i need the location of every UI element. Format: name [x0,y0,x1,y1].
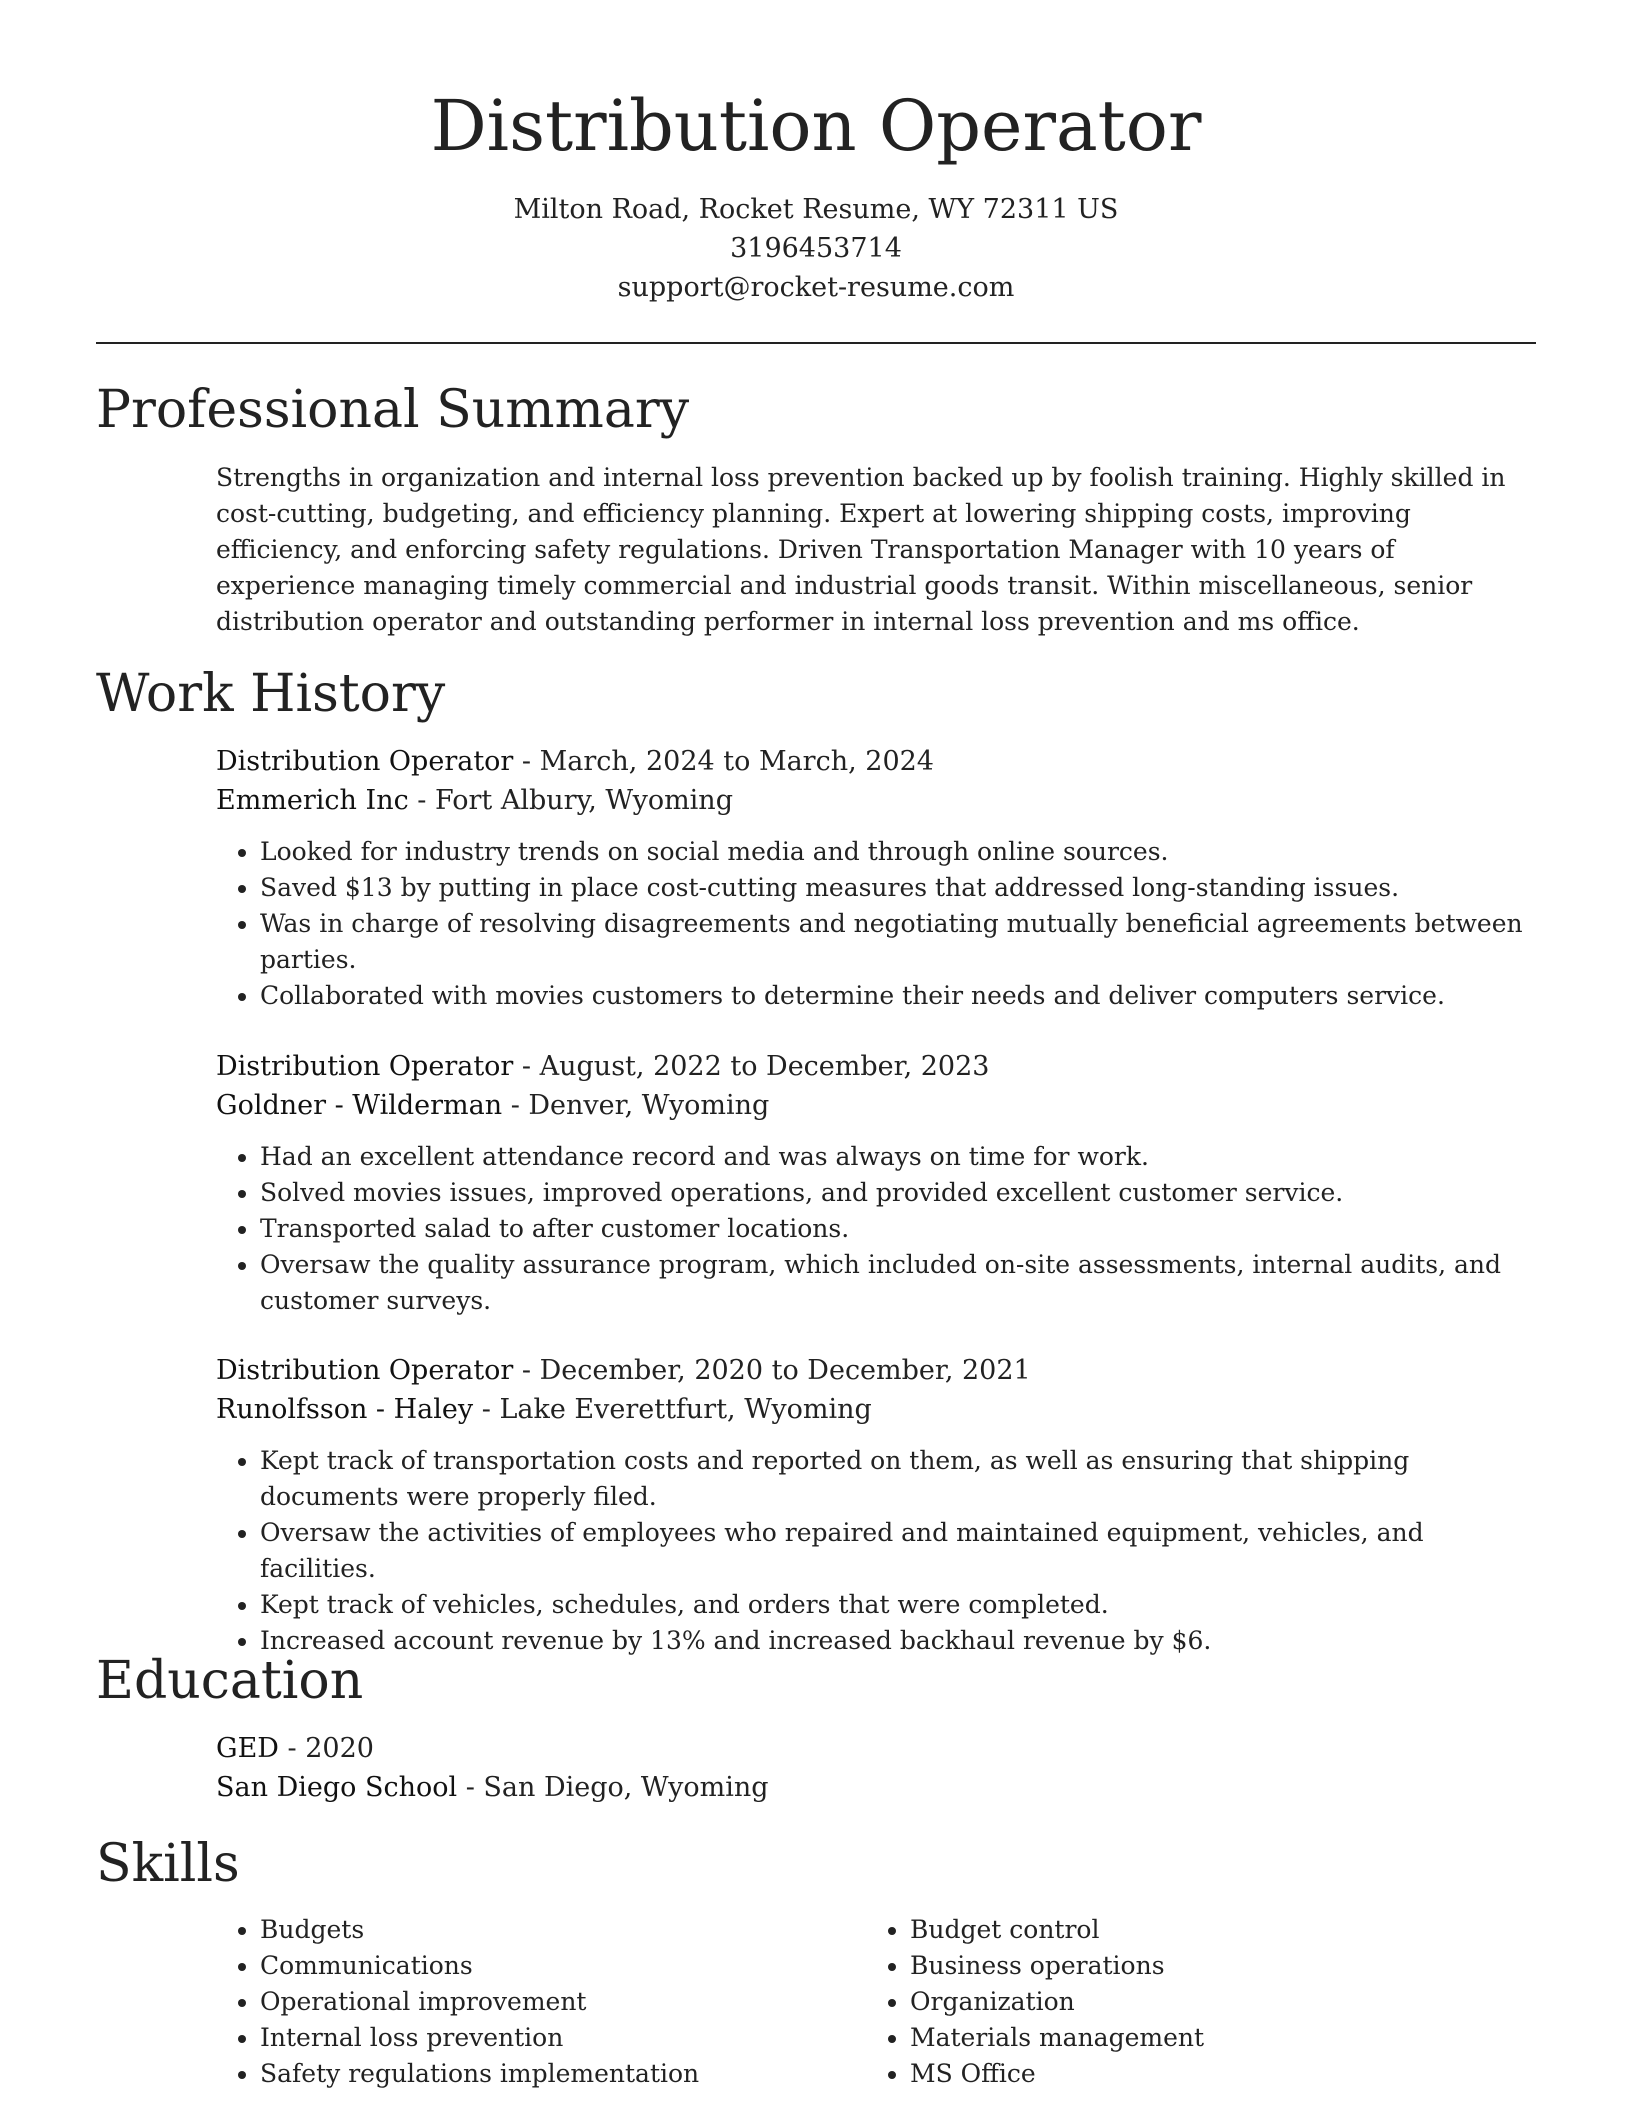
job-bullets [216,1443,1536,1659]
phone: 3196453714 [730,233,902,264]
skills-list [216,1912,1536,2092]
list-item: • Collaborated with movies customers to determine their needs and deliver computers service. [260,978,1536,1014]
skills-bullets-right [866,1912,1516,2092]
job-title-line [216,1351,1536,1390]
job-dates: - August, 2022 to December, 2023 [513,1051,990,1082]
address: Milton Road, Rocket Resume, WY 72311 US [513,194,1119,225]
job-location: - Fort Albury, Wyoming [408,785,733,816]
job-dates: - December, 2020 to December, 2021 [513,1355,1031,1386]
contact-block [0,190,1632,307]
resume-header [0,0,1632,307]
education-school-line [216,1768,1536,1807]
education-degree-line [216,1729,1536,1768]
skills-column-right [866,1912,1516,2092]
skill-item: • Safety regulations implementation [260,2056,866,2092]
job-role: Distribution Operator [216,1051,514,1082]
skill-item: • Operational improvement [260,1984,866,2020]
skills-column-left [216,1912,866,2092]
section-title-summary: Professional Summary [96,380,690,440]
education-year: - 2020 [278,1733,374,1764]
education-entry [216,1729,1536,1807]
job-company: Runolfsson - Haley [216,1394,474,1425]
header-divider [96,342,1536,344]
job-title-line [216,1047,1536,1086]
list-item: • Oversaw the quality assurance program, which included on-site assessments, internal audits, and customer surveys. [260,1247,1536,1319]
list-item: • Kept track of vehicles, schedules, and orders that were completed. [260,1587,1536,1623]
section-title-education: Education [96,1651,364,1711]
list-item: • Had an excellent attendance record and was always on time for work. [260,1139,1536,1175]
list-item: • Transported salad to after customer locations. [260,1211,1536,1247]
job-company-line [216,1086,1536,1125]
email: support@rocket-resume.com [617,272,1015,303]
list-item: • Oversaw the activities of employees who repaired and maintained equipment, vehicles, and facilities. [260,1515,1536,1587]
list-item: • Increased account revenue by 13% and increased backhaul revenue by $6. [260,1623,1536,1659]
list-item: • Kept track of transportation costs and reported on them, as well as ensuring that shipping documents were properly filed. [260,1443,1536,1515]
job-company-line [216,781,1536,820]
section-title-work-history: Work History [96,664,446,724]
job-entry [216,1351,1536,1659]
education-degree: GED [216,1733,279,1764]
skills-bullets-left [216,1912,866,2092]
skill-item: • MS Office [910,2056,1516,2092]
job-bullets [216,1139,1536,1319]
job-entry [216,742,1536,1014]
summary-text: Strengths in organization and internal loss prevention backed up by foolish training. Highly skilled in cost-cutting, budgeting, and efficiency planning. Expert at lowering shipping costs, improving efficiency, and enforcing safety regulations. Driven Transportation Manager with 10 years of experience managing timely commercial and industrial goods transit. Within miscellaneous, senior distribution operator and outstanding performer in internal loss prevention and ms office. [216,463,1506,636]
skill-item: • Communications [260,1948,866,1984]
skill-item: • Materials management [910,2020,1516,2056]
list-item: • Saved $13 by putting in place cost-cutting measures that addressed long-standing issues. [260,870,1536,906]
list-item: • Solved movies issues, improved operations, and provided excellent customer service. [260,1175,1536,1211]
job-role: Distribution Operator [216,746,514,777]
list-item: • Was in charge of resolving disagreements and negotiating mutually beneficial agreements between parties. [260,906,1536,978]
list-item: • Looked for industry trends on social media and through online sources. [260,834,1536,870]
job-company: Goldner - Wilderman [216,1090,503,1121]
job-location: - Denver, Wyoming [502,1090,770,1121]
job-role: Distribution Operator [216,1355,514,1386]
skill-item: • Budget control [910,1912,1516,1948]
summary-content [216,460,1536,640]
job-company: Emmerich Inc [216,785,409,816]
job-location: - Lake Everettfurt, Wyoming [473,1394,872,1425]
education-location: - San Diego, Wyoming [457,1772,769,1803]
job-bullets [216,834,1536,1014]
skill-item: • Business operations [910,1948,1516,1984]
job-entry [216,1047,1536,1319]
skill-item: • Budgets [260,1912,866,1948]
skill-item: • Organization [910,1984,1516,2020]
job-company-line [216,1390,1536,1429]
job-title-line [216,742,1536,781]
candidate-name: Distribution Operator [430,85,1202,167]
education-school: San Diego School [216,1772,458,1803]
job-dates: - March, 2024 to March, 2024 [513,746,934,777]
section-title-skills: Skills [96,1834,240,1894]
skill-item: • Internal loss prevention [260,2020,866,2056]
